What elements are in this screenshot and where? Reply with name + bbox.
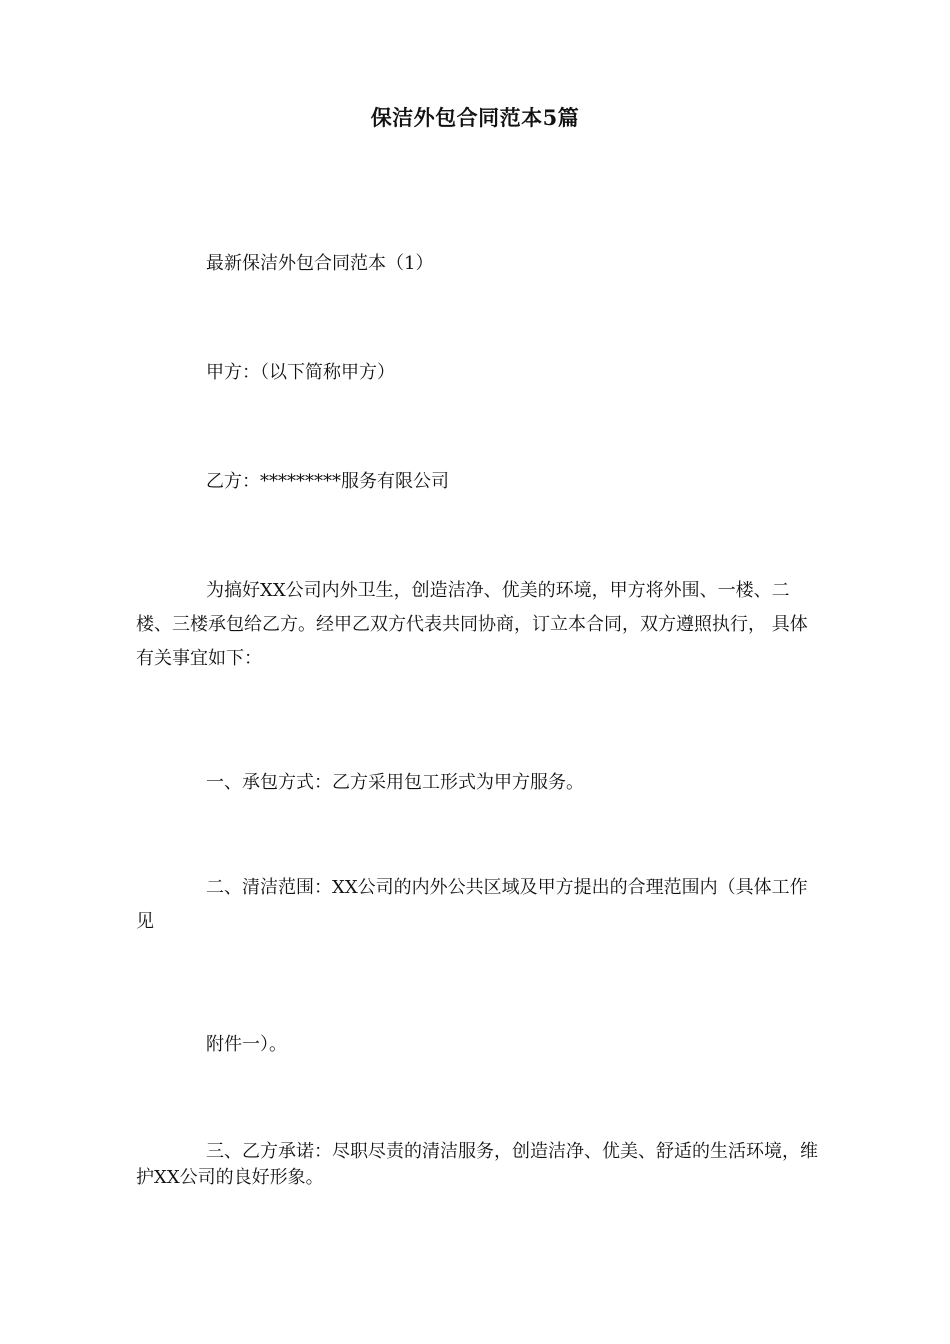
party-b-line: 乙方：*********服务有限公司 bbox=[206, 471, 449, 492]
clause-2-continuation: 附件一）。 bbox=[206, 1034, 287, 1055]
clause-3: 三、乙方承诺：尽职尽责的清洁服务，创造洁净、优美、舒适的生活环境，维护XX公司的良好形象。 bbox=[136, 1141, 818, 1188]
clause-1: 一、承包方式：乙方采用包工形式为甲方服务。 bbox=[206, 772, 584, 793]
party-a-line: 甲方：（以下简称甲方） bbox=[206, 362, 395, 383]
contract-subtitle: 最新保洁外包合同范本（1） bbox=[206, 253, 434, 274]
intro-paragraph: 为搞好XX公司内外卫生，创造洁净、优美的环境，甲方将外围、一楼、二楼、三楼承包给乙方。经甲乙双方代表共同协商，订立本合同，双方遵照执行， 具体有关事宜如下： bbox=[136, 580, 808, 669]
document-title: 保洁外包合同范本5篇 bbox=[370, 105, 580, 130]
clause-2: 二、清洁范围：XX公司的内外公共区域及甲方提出的合理范围内（具体工作见 bbox=[136, 877, 808, 932]
